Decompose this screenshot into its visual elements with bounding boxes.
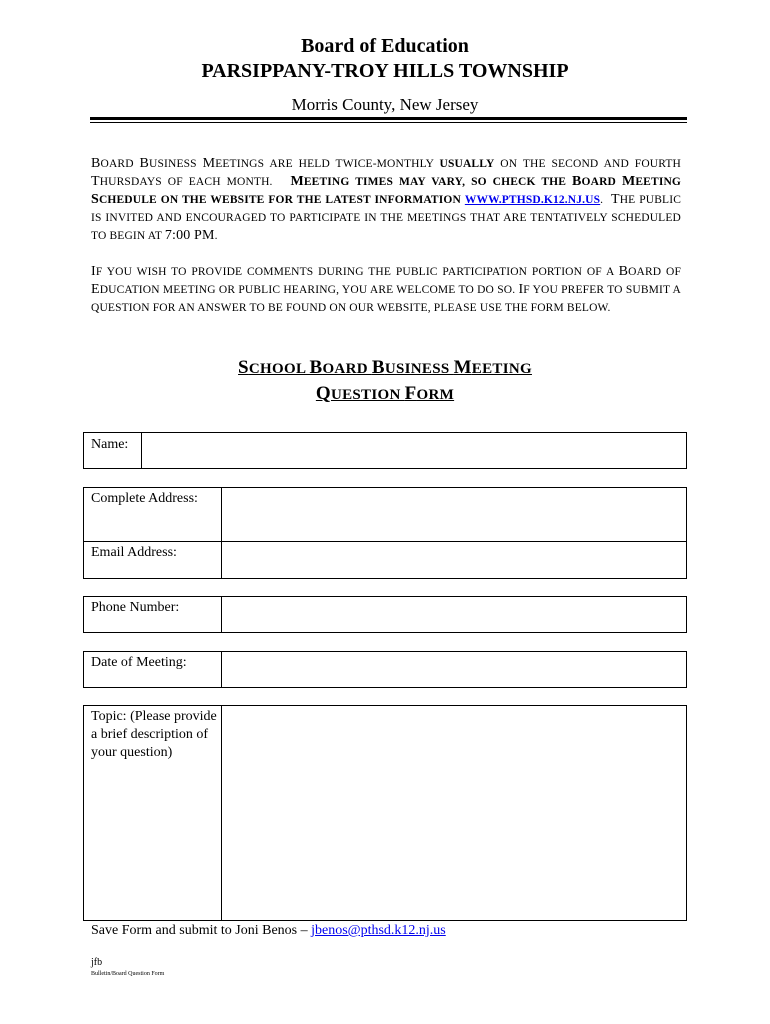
form-title-line1: SCHOOL BOARD BUSINESS MEETING: [238, 357, 532, 378]
topic-input[interactable]: [222, 706, 686, 920]
comment-info-paragraph: IF YOU WISH TO PROVIDE COMMENTS DURING THE PUBLIC PARTICIPATION PORTION OF A BOARD OF EDUCATION MEETING OR PUBLIC HEARING, YOU ARE WELCOME TO DO SO. IF YOU PREFER TO SUBMIT A QUESTION FOR AN ANSWER TO BE FOUND ON OUR WEBSITE, PLEASE USE THE FORM BELOW.: [91, 264, 682, 314]
township-name: PARSIPPANY-TROY HILLS TOWNSHIP: [201, 60, 569, 82]
file-reference: Bulletin/Board Question Form: [91, 971, 165, 977]
author-initials: jfb: [91, 957, 103, 968]
date-row: [83, 651, 687, 688]
name-row: [83, 432, 687, 469]
form-title-line2: QUESTION FORM: [315, 383, 455, 404]
date-label: Date of Meeting:: [91, 655, 187, 670]
county-name: Morris County, New Jersey: [291, 95, 479, 114]
topic-label: Topic: (Please provide a brief description of your question): [91, 709, 217, 760]
address-label: Complete Address:: [91, 491, 198, 506]
name-input[interactable]: [142, 433, 686, 468]
email-label: Email Address:: [91, 545, 177, 560]
email-input[interactable]: [222, 542, 686, 578]
phone-input[interactable]: [222, 597, 686, 632]
address-email-group: [83, 487, 687, 579]
topic-row: [83, 705, 687, 921]
address-input[interactable]: [222, 488, 686, 541]
website-link[interactable]: WWW.PTHSD.K12.NJ.US: [464, 194, 601, 206]
header-rule-thin: [90, 122, 687, 123]
page-title: Board of Education: [301, 35, 469, 57]
date-input[interactable]: [222, 652, 686, 687]
name-label: Name:: [91, 437, 129, 452]
header-rule-thick: [90, 117, 687, 120]
submit-email-link[interactable]: jbenos@pthsd.k12.nj.us: [311, 923, 446, 938]
meeting-info-paragraph: BOARD BUSINESS MEETINGS ARE HELD TWICE-MONTHLY USUALLY ON THE SECOND AND FOURTH THURSDAYS OF EACH MONTH. MEETING TIMES MAY VARY, SO CHECK THE BOARD MEETING SCHEDULE ON THE WEBSITE FOR THE LATEST INFORMATION WWW.PTHSD.K12.NJ.US. THE PUBLIC IS INVITED AND ENCOURAGED TO PARTICIPATE IN THE MEETINGS THAT ARE TENTATIVELY SCHEDULED TO BEGIN AT 7:00 PM.: [91, 156, 682, 243]
phone-label: Phone Number:: [91, 600, 180, 615]
phone-row: [83, 596, 687, 633]
submit-instructions: Save Form and submit to Joni Benos – jbenos@pthsd.k12.nj.us: [91, 923, 446, 938]
